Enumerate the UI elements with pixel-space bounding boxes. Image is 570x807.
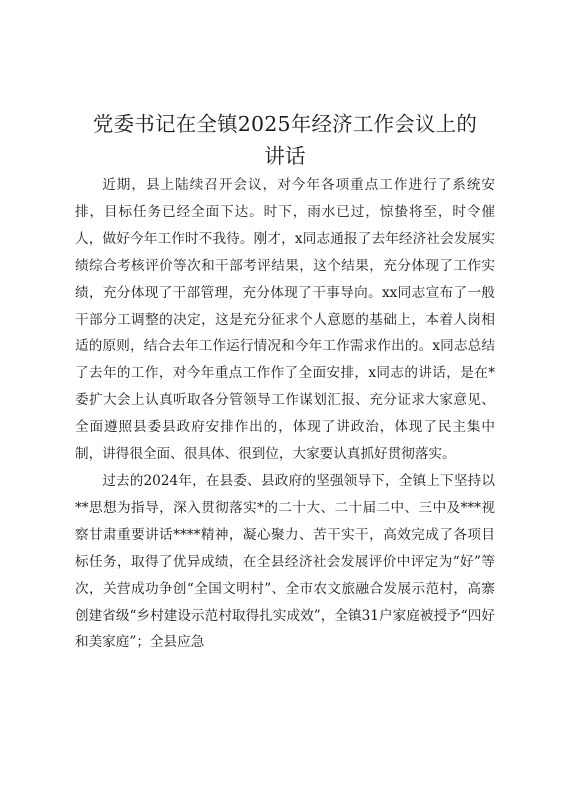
document-body [75, 172, 495, 656]
paragraph: 近期，县上陆续召开会议，对今年各项重点工作进行了系统安排，目标任务已经全面下达。时下，雨水已过，惊蛰将至，时令催人，做好今年工作时不我待。刚才，x同志通报了去年经济社会发展实绩综合考核评价等次和干部考评结果，这个结果，充分体现了工作实绩，充分体现了干部管理，充分体现了干事导向。xx同志宣布了一般干部分工调整的决定，这是充分征求个人意愿的基础上，本着人岗相适的原则，结合去年工作运行情况和今年工作需求作出的。x同志总结了去年的工作，对今年重点工作作了全面安排，x同志的讲话，是在*委扩大会上认真听取各分管领导工作谋划汇报、充分证求大家意见、全面遵照县委县政府安排作出的，体现了讲政治，体现了民主集中制，讲得很全面、很具体、很到位，大家要认真抓好贯彻落实。 [75, 177, 495, 463]
document-title: 党委书记在全镇2025年经济工作会议上的 [92, 112, 478, 136]
paragraph: 过去的2024年，在县委、县政府的坚强领导下，全镇上下坚持以**思想为指导，深入贯彻落实*的二十大、二十届二中、三中及***视察甘肃重要讲话****精神，凝心聚力、苦干实干，高效完成了各项目标任务，取得了优异成绩，在全县经济社会发展评价中评定为“好”等次，关营成功争创“全国文明村”、全市农文旅融合发展示范村，高寨创建省级“乡村建设示范村取得扎实成效”，全镇31户家庭被授予“四好和美家庭”；全县应急 [75, 472, 495, 651]
document-title-continued: 讲话 [264, 144, 306, 168]
